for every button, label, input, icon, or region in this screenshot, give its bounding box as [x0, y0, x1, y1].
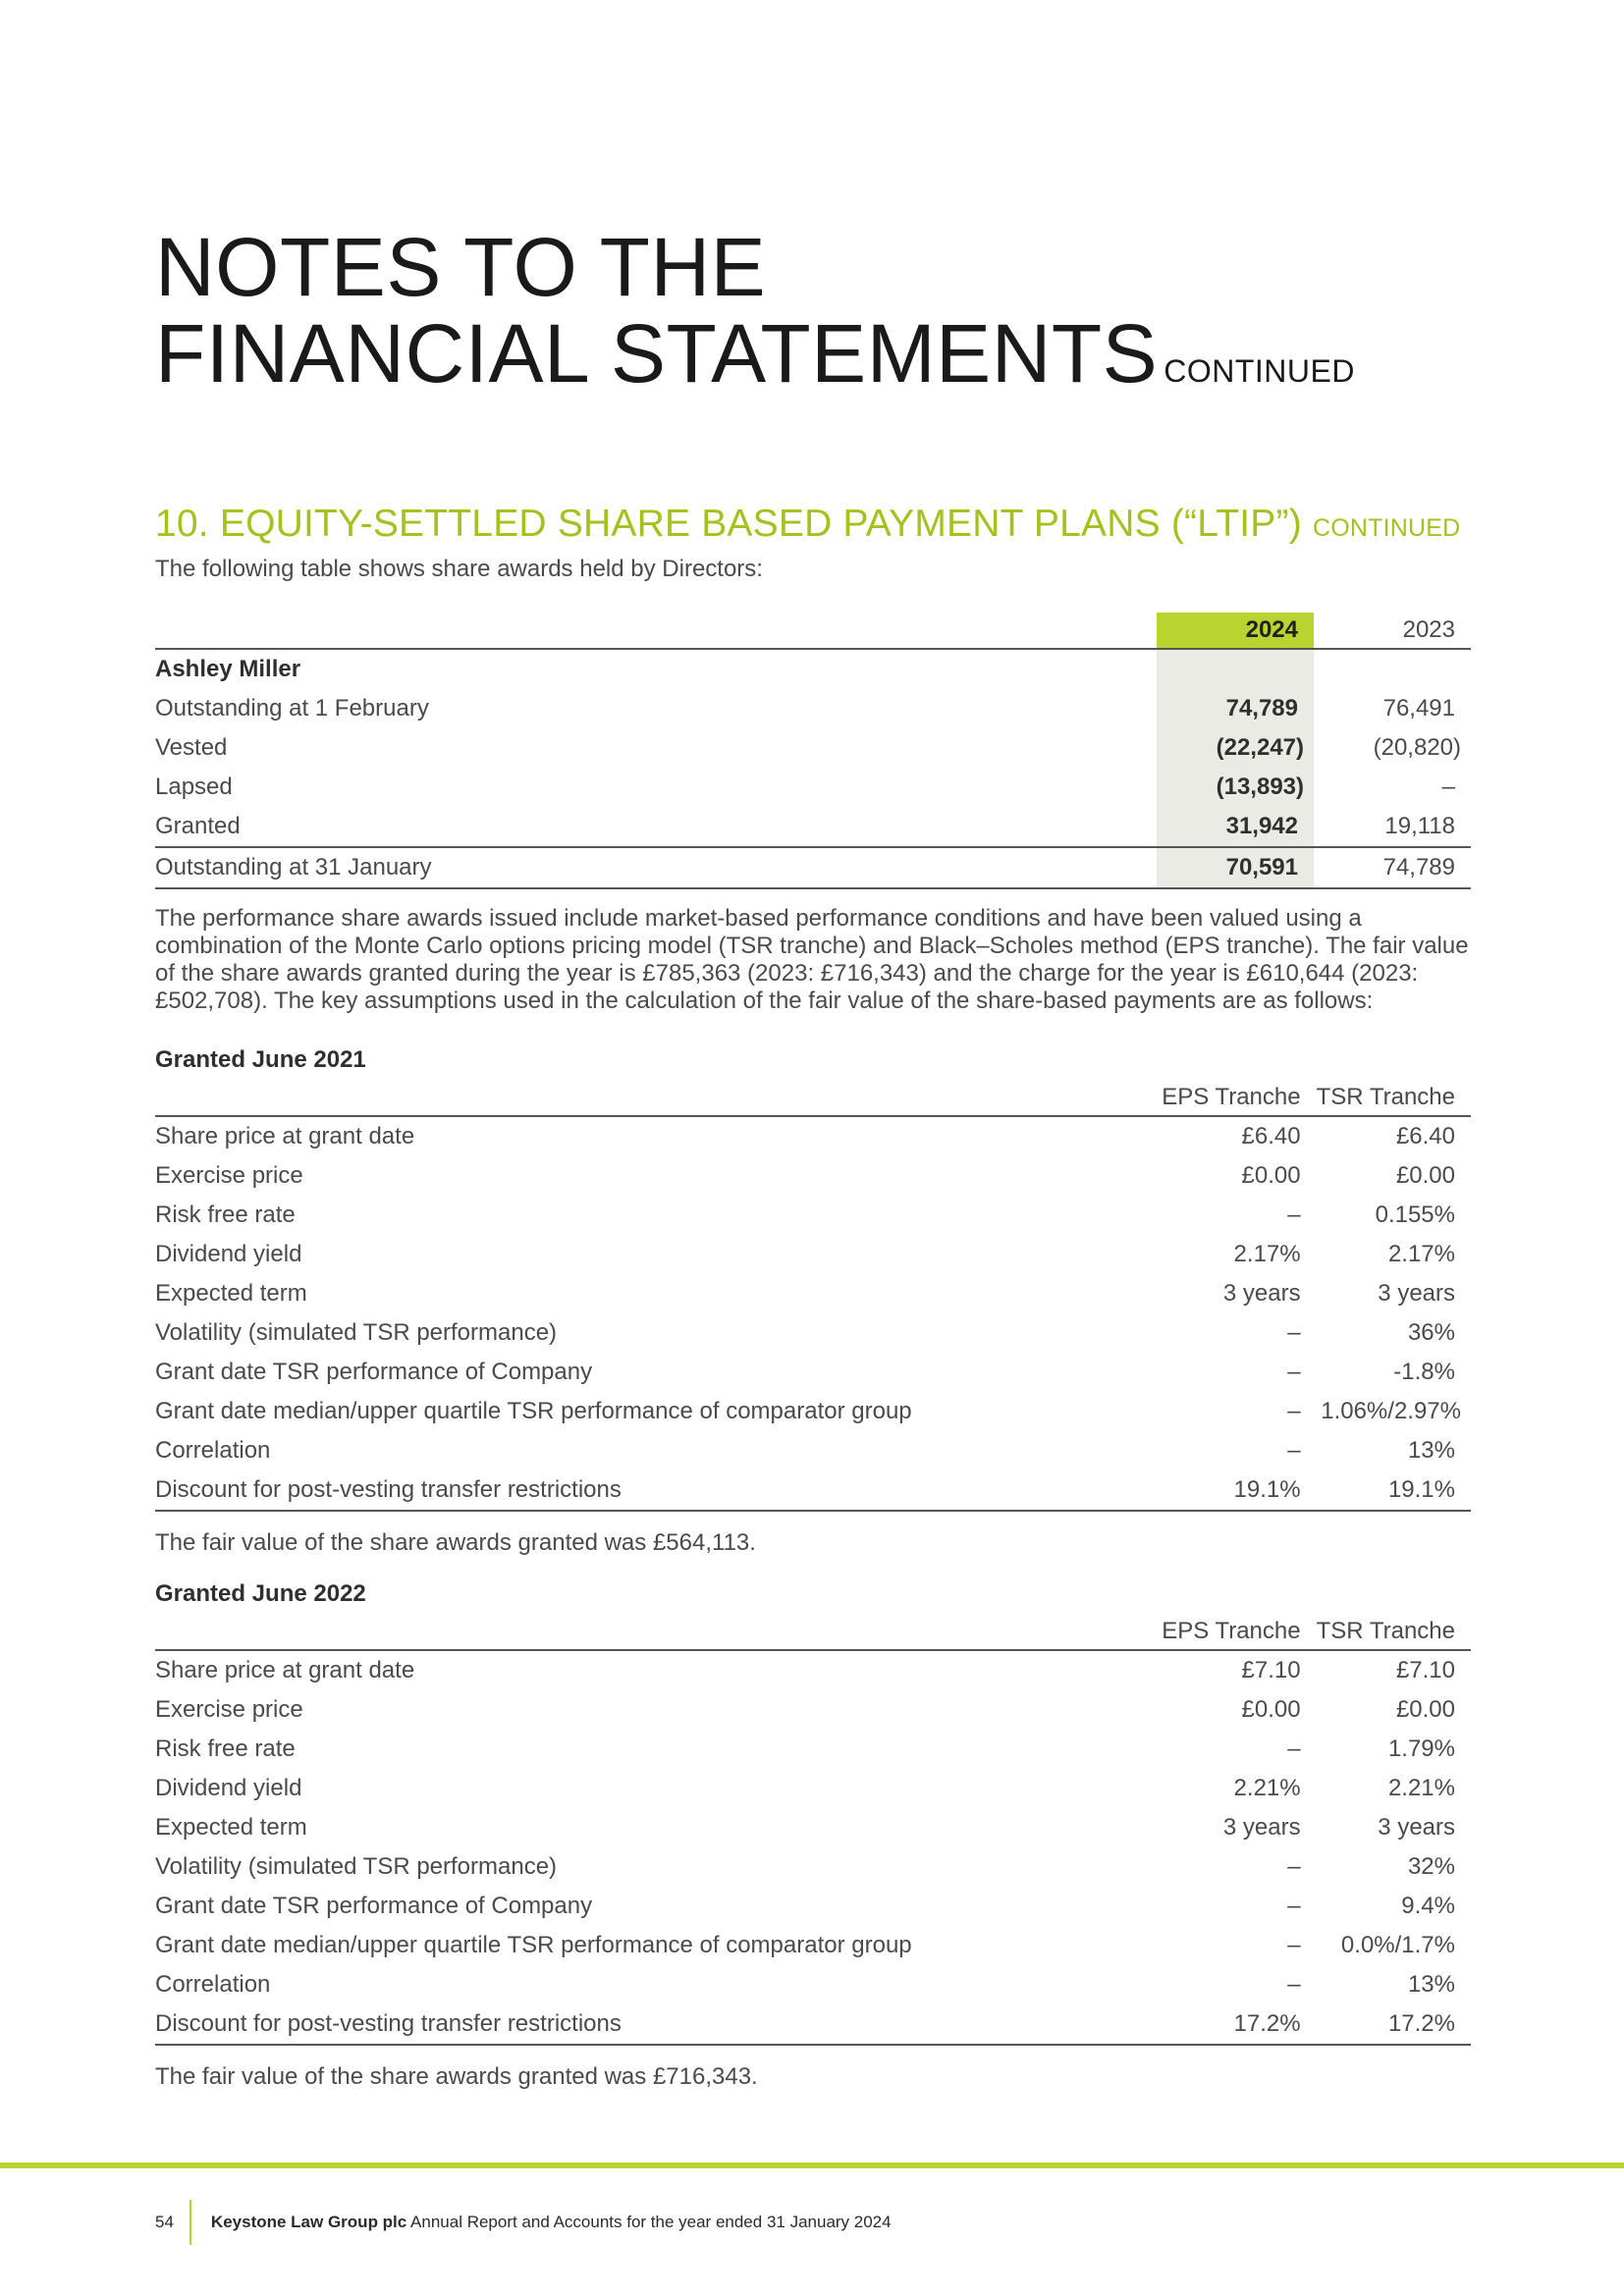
table-row — [155, 1470, 1471, 1511]
footer-divider — [189, 2200, 191, 2245]
row-value-2023: 76,491 — [1382, 695, 1455, 721]
table-row — [155, 1808, 1471, 1847]
page-title-continued: CONTINUED — [1164, 353, 1355, 389]
row-label: Share price at grant date — [155, 1657, 415, 1683]
row-label: Correlation — [155, 1437, 271, 1464]
eps-value: 17.2% — [1144, 2004, 1317, 2045]
grant-2021-heading: Granted June 2021 — [155, 1046, 366, 1073]
eps-value: £7.10 — [1241, 1657, 1301, 1683]
row-label: Exercise price — [155, 1696, 303, 1723]
directors-table-wrap — [155, 613, 1471, 889]
tsr-value: 9.4% — [1401, 1893, 1455, 1919]
table-row — [155, 1965, 1471, 2004]
eps-value: £0.00 — [1241, 1162, 1301, 1189]
table-row — [155, 1392, 1471, 1431]
table-row — [155, 1353, 1471, 1392]
footer-report-text: Annual Report and Accounts for the year ended 31 January 2024 — [410, 2213, 892, 2231]
col-eps-tranche: EPS Tranche — [1144, 1080, 1317, 1116]
section-title — [155, 503, 1460, 546]
footer-company: Keystone Law Group plc — [210, 2213, 407, 2231]
grant-2022-heading: Granted June 2022 — [155, 1580, 366, 1607]
table-row — [155, 807, 1471, 847]
directors-table-header — [155, 613, 1471, 649]
table-row — [155, 1650, 1471, 1690]
col-2023: 2023 — [1314, 613, 1471, 649]
tsr-value: 32% — [1407, 1853, 1455, 1880]
grant-2021-table-wrap — [155, 1080, 1471, 1512]
row-label: Correlation — [155, 1971, 271, 1998]
col-eps-tranche: EPS Tranche — [1144, 1614, 1317, 1650]
eps-value: 3 years — [1222, 1280, 1301, 1307]
grant-2021-fair-value: The fair value of the share awards granted was £564,113. — [155, 1529, 756, 1556]
footer-text — [211, 2213, 892, 2232]
eps-value: – — [1287, 1932, 1301, 1958]
eps-value: 2.17% — [1233, 1241, 1301, 1267]
tsr-value: 0.0%/1.7% — [1340, 1932, 1455, 1958]
eps-value: – — [1287, 1398, 1301, 1424]
row-value-2024: 70,591 — [1157, 847, 1314, 888]
table-row — [155, 847, 1471, 888]
col-tsr-tranche: TSR Tranche — [1317, 1614, 1471, 1650]
table-row — [155, 1926, 1471, 1965]
row-label: Share price at grant date — [155, 1123, 415, 1149]
row-value-2023: (20,820) — [1373, 734, 1461, 761]
row-value-2023: – — [1441, 774, 1455, 800]
row-label: Volatility (simulated TSR performance) — [155, 1319, 558, 1346]
eps-value: – — [1287, 1853, 1301, 1880]
table-row — [155, 1887, 1471, 1926]
row-value-2024: 74,789 — [1157, 689, 1314, 728]
col-tsr-tranche: TSR Tranche — [1317, 1080, 1471, 1116]
director-name: Ashley Miller — [155, 656, 301, 682]
row-label: Risk free rate — [155, 1735, 296, 1762]
table-row — [155, 1274, 1471, 1313]
table-row — [155, 1196, 1471, 1235]
row-label: Dividend yield — [155, 1241, 302, 1267]
row-label: Grant date median/upper quartile TSR performance of comparator group — [155, 1398, 912, 1424]
grant-2022-fair-value: The fair value of the share awards granted was £716,343. — [155, 2063, 758, 2090]
tsr-value: 1.79% — [1387, 1735, 1455, 1762]
row-value-2023: 74,789 — [1314, 847, 1471, 888]
tsr-value: 19.1% — [1317, 1470, 1471, 1511]
row-label: Outstanding at 31 January — [155, 847, 1157, 888]
row-label: Expected term — [155, 1280, 307, 1307]
footer — [155, 2203, 892, 2242]
section-intro: The following table shows share awards held by Directors: — [155, 556, 763, 582]
row-value-2024: (13,893) — [1157, 768, 1314, 807]
row-label: Risk free rate — [155, 1201, 296, 1228]
eps-value: £0.00 — [1241, 1696, 1301, 1723]
tsr-value: 3 years — [1378, 1814, 1455, 1841]
tsr-value: 17.2% — [1317, 2004, 1471, 2045]
row-label: Granted — [155, 807, 1157, 847]
eps-value: £6.40 — [1241, 1123, 1301, 1149]
row-value-2024: 31,942 — [1157, 807, 1314, 847]
page-title-line1: NOTES TO THE — [155, 221, 767, 313]
table-row — [155, 1847, 1471, 1887]
eps-value: – — [1287, 1735, 1301, 1762]
header-blank — [155, 613, 1157, 649]
eps-value: – — [1287, 1971, 1301, 1998]
section-title-continued: CONTINUED — [1312, 514, 1461, 542]
row-value-2023: 19,118 — [1314, 807, 1471, 847]
tsr-value: 36% — [1407, 1319, 1455, 1346]
table-row — [155, 768, 1471, 807]
directors-table — [155, 613, 1471, 889]
page-title — [155, 221, 1355, 414]
table-row — [155, 1116, 1471, 1156]
footer-rule — [0, 2163, 1624, 2168]
table-row — [155, 1156, 1471, 1196]
eps-value: 3 years — [1222, 1814, 1301, 1841]
page-number: 54 — [155, 2213, 174, 2231]
grant-2021-table — [155, 1080, 1471, 1512]
tsr-value: 1.06%/2.97% — [1321, 1398, 1461, 1424]
eps-value: 19.1% — [1144, 1470, 1317, 1511]
table-row — [155, 1730, 1471, 1769]
table-row — [155, 1235, 1471, 1274]
row-label: Dividend yield — [155, 1775, 302, 1801]
tsr-value: 2.21% — [1387, 1775, 1455, 1801]
grant-table-header — [155, 1614, 1471, 1650]
tsr-value: 3 years — [1378, 1280, 1455, 1307]
eps-value: – — [1287, 1359, 1301, 1385]
table-row — [155, 689, 1471, 728]
page-title-line2 — [155, 307, 1355, 414]
tsr-value: 2.17% — [1387, 1241, 1455, 1267]
table-row — [155, 1431, 1471, 1470]
tsr-value: 13% — [1407, 1971, 1455, 1998]
valuation-paragraph: The performance share awards issued include market-based performance conditions and have been valued using a combination of the Monte Carlo options pricing model (TSR tranche) and Black–Scholes method (EPS tranche). The fair value of the share awards granted during the year is £785,363 (2023: £716,343) and the charge for the year is £610,644 (2023: £502,708). The key assumptions used in the calculation of the fair value of the share-based payments are as follows: — [155, 905, 1469, 1014]
tsr-value: -1.8% — [1393, 1359, 1455, 1385]
page-title-line2-text: FINANCIAL STATEMENTS — [155, 307, 1159, 400]
table-row — [155, 2004, 1471, 2045]
tsr-value: 13% — [1407, 1437, 1455, 1464]
tsr-value: 0.155% — [1375, 1201, 1455, 1228]
table-row — [155, 728, 1471, 768]
grant-table-header — [155, 1080, 1471, 1116]
row-label: Discount for post-vesting transfer restrictions — [155, 1470, 1144, 1511]
section-title-text: 10. EQUITY-SETTLED SHARE BASED PAYMENT PLANS (“LTIP”) — [155, 503, 1302, 545]
tsr-value: £7.10 — [1395, 1657, 1455, 1683]
grant-2022-table-wrap — [155, 1614, 1471, 2046]
table-row — [155, 1690, 1471, 1730]
row-label: Volatility (simulated TSR performance) — [155, 1853, 558, 1880]
row-label: Grant date TSR performance of Company — [155, 1359, 593, 1385]
row-value-2024: (22,247) — [1157, 728, 1314, 768]
grant-2022-table — [155, 1614, 1471, 2046]
row-label: Grant date median/upper quartile TSR performance of comparator group — [155, 1932, 912, 1958]
row-label: Discount for post-vesting transfer restrictions — [155, 2004, 1144, 2045]
eps-value: 2.21% — [1233, 1775, 1301, 1801]
row-label: Expected term — [155, 1814, 307, 1841]
eps-value: – — [1287, 1893, 1301, 1919]
eps-value: – — [1287, 1319, 1301, 1346]
row-label: Vested — [155, 734, 228, 761]
tsr-value: £6.40 — [1395, 1123, 1455, 1149]
table-row — [155, 1313, 1471, 1353]
row-label: Lapsed — [155, 774, 233, 800]
eps-value: – — [1287, 1201, 1301, 1228]
row-label: Outstanding at 1 February — [155, 695, 429, 721]
row-label: Grant date TSR performance of Company — [155, 1893, 593, 1919]
col-2024: 2024 — [1157, 613, 1314, 649]
tsr-value: £0.00 — [1395, 1162, 1455, 1189]
table-row — [155, 1769, 1471, 1808]
tsr-value: £0.00 — [1395, 1696, 1455, 1723]
director-name-row — [155, 649, 1471, 689]
row-label: Exercise price — [155, 1162, 303, 1189]
eps-value: – — [1287, 1437, 1301, 1464]
